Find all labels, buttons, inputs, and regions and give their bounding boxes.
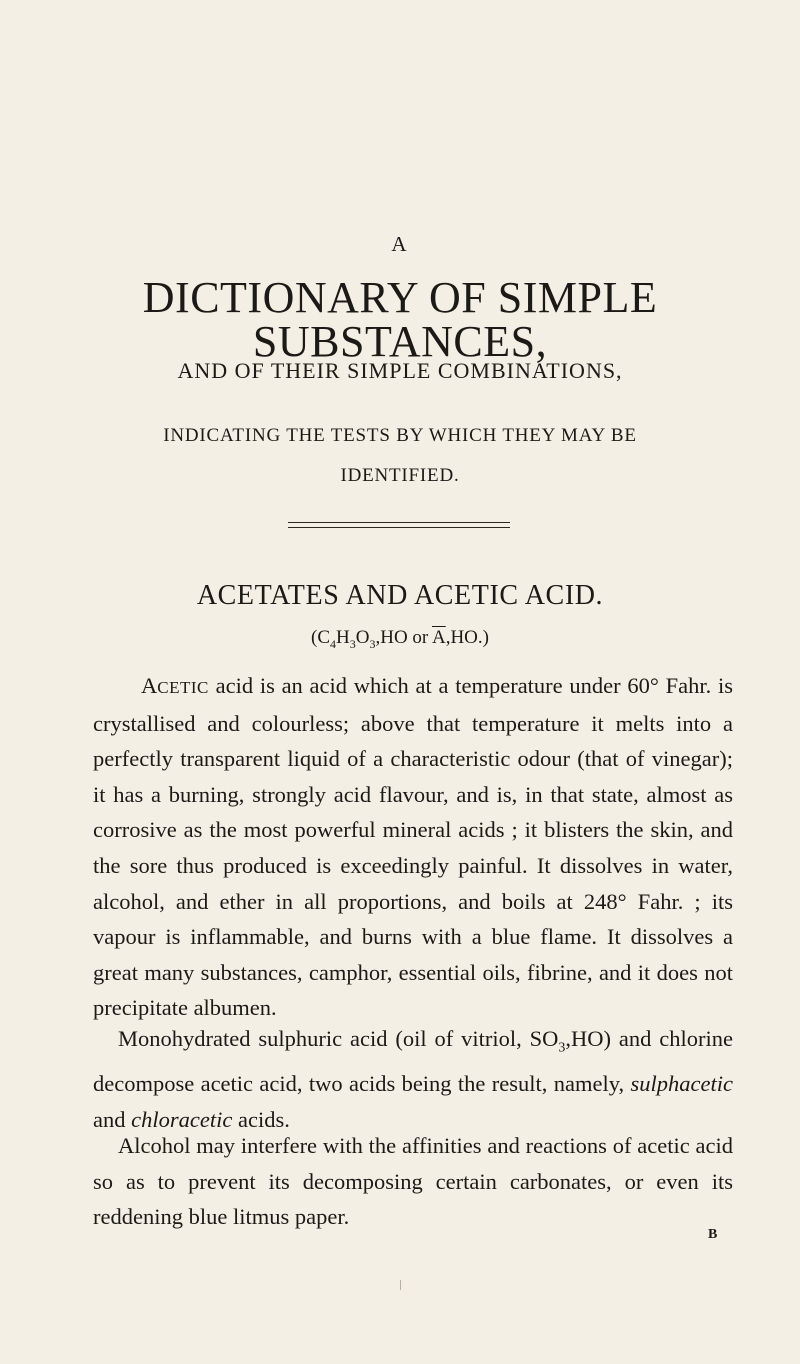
formula-sub-2: 3 bbox=[349, 636, 356, 651]
main-title: DICTIONARY OF SIMPLE SUBSTANCES, bbox=[142, 273, 658, 366]
p1-small-caps: CETIC bbox=[157, 678, 209, 697]
divider-rule-bottom bbox=[288, 527, 510, 528]
paper-mark bbox=[400, 1280, 401, 1290]
p2-sub: 3 bbox=[558, 1040, 566, 1056]
chemical-formula bbox=[0, 627, 800, 652]
paragraph-2 bbox=[93, 1021, 733, 1137]
subtitle: AND OF THEIR SIMPLE COMBINATIONS, bbox=[177, 358, 623, 383]
formula-ho-or: ,HO or bbox=[375, 627, 432, 648]
p2-text-a: Monohydrated sulphuric acid (oil of vitriol, SO bbox=[118, 1026, 559, 1051]
p2-text-c: and bbox=[93, 1106, 132, 1132]
p1-initial: A bbox=[141, 673, 158, 698]
divider-rule-top bbox=[288, 522, 510, 523]
formula-sub-1: 4 bbox=[330, 636, 337, 651]
paragraph-1 bbox=[93, 668, 733, 1026]
p2-text-b: ,HO) and chlorine decompose acetic acid, two acids being the result, namely, bbox=[93, 1026, 733, 1097]
pre-title: A bbox=[391, 232, 409, 256]
section-heading: ACETATES AND ACETIC ACID. bbox=[196, 580, 604, 611]
p2-sulphacetic: sulphacetic bbox=[630, 1071, 733, 1097]
paragraph-3: Alcohol may interfere with the affinities and reactions of acetic acid so as to prevent its decomposing certain carbonates, or even its reddening blue litmus paper. bbox=[93, 1133, 733, 1230]
formula-tail: ,HO.) bbox=[445, 627, 489, 648]
indicating-line-2: IDENTIFIED. bbox=[340, 465, 460, 486]
formula-sub-3: 3 bbox=[369, 636, 376, 651]
p2-text-d: acids. bbox=[232, 1106, 290, 1132]
indicating-text bbox=[0, 416, 800, 496]
signature-mark: B bbox=[708, 1227, 718, 1242]
indicating-line-1: INDICATING THE TESTS BY WHICH THEY MAY BE bbox=[163, 425, 637, 446]
formula-h: H bbox=[336, 627, 350, 648]
p1-text: acid is an acid which at a temperature under 60° Fahr. is crystallised and colourless; above that temperature it melts into a perfectly transparent liquid of a characteristic odour (that of vinegar); it has a burning, strongly acid flavour, and is, in that state, almost as corrosive as the most powerful mineral acids ; it blisters the skin, and the sore thus produced is exceedingly painful. It dissolves in water, alcohol, and ether in all proportions, and boils at 248° Fahr. ; its vapour is inflammable, and burns with a blue flame. It dissolves a great many substances, camphor, essential oils, fibrine, and it does not precipitate albumen. bbox=[93, 673, 733, 1021]
p2-chloracetic: chloracetic bbox=[131, 1106, 233, 1132]
formula-a-bar: $\overline{A}$ bbox=[431, 627, 446, 648]
formula-open: (C bbox=[311, 627, 331, 648]
formula-o: O bbox=[355, 627, 370, 648]
